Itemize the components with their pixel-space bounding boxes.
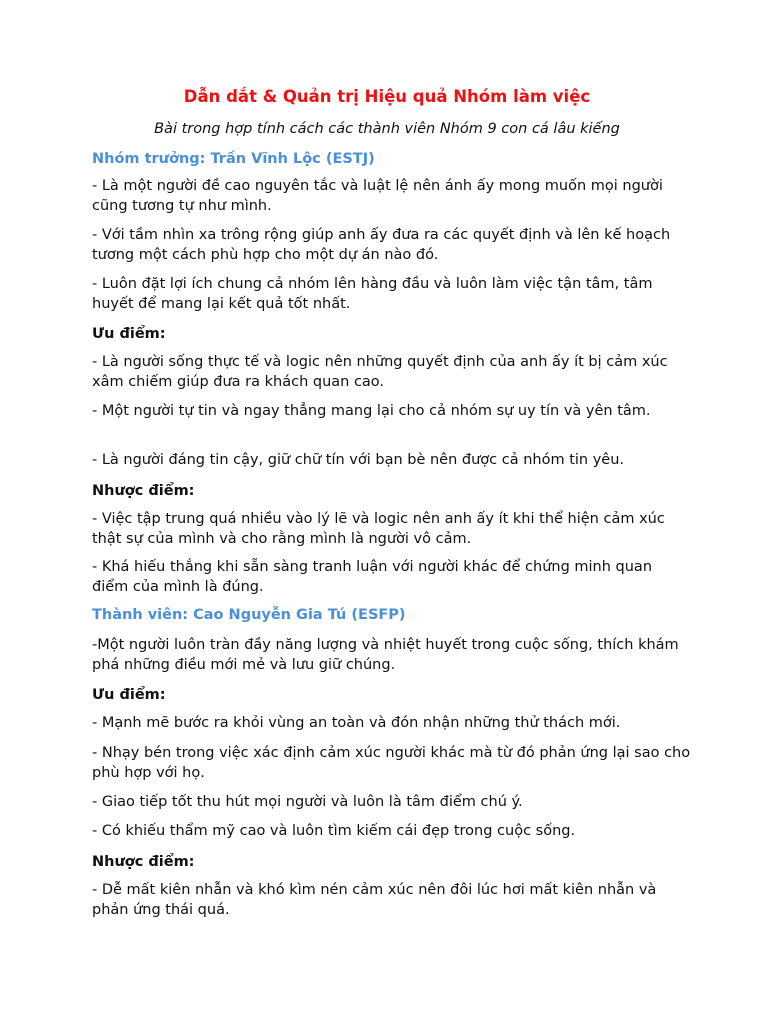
leader-con-1: - Việc tập trung quá nhiều vào lý lẽ và logic nên anh ấy ít khi thể hiện cảm xúc thật sự của mình và cho rằng mình là người vô cảm. [92, 511, 665, 547]
leader-intro-3: - Luôn đặt lợi ích chung cả nhóm lên hàng đầu và luôn làm việc tận tâm, tâm huyết để mang lại kết quả tốt nhất. [92, 276, 653, 312]
member-pros-heading: Ưu điểm: [92, 687, 166, 703]
leader-pro-2: - Một người tự tin và ngay thẳng mang lại cho cả nhóm sự uy tín và yên tâm. [92, 403, 651, 419]
member-intro-1: -Một người luôn tràn đầy năng lượng và nhiệt huyết trong cuộc sống, thích khám phá những điều mới mẻ và lưu giữ chúng. [92, 637, 679, 673]
member-pro-2: - Nhạy bén trong việc xác định cảm xúc người khác mà từ đó phản ứng lại sao cho phù hợp với họ. [92, 745, 691, 781]
leader-intro-2: - Với tầm nhìn xa trông rộng giúp anh ấy đưa ra các quyết định và lên kế hoạch tương một cách phù hợp cho một dự án nào đó. [92, 227, 671, 263]
member-heading: Thành viên: Cao Nguyễn Gia Tú (ESFP) [92, 607, 406, 623]
leader-pros-heading: Ưu điểm: [92, 326, 166, 342]
leader-intro-1: - Là một người đề cao nguyên tắc và luật lệ nên ánh ấy mong muốn mọi người cũng tương tự như mình. [92, 178, 663, 214]
member-pro-1: - Mạnh mẽ bước ra khỏi vùng an toàn và đón nhận những thử thách mới. [92, 715, 621, 731]
member-pro-3: - Giao tiếp tốt thu hút mọi người và luôn là tâm điểm chú ý. [92, 794, 523, 810]
member-con-1: - Dễ mất kiên nhẫn và khó kìm nén cảm xúc nên đôi lúc hơi mất kiên nhẫn và phản ứng thái quá. [92, 882, 657, 918]
leader-heading: Nhóm trưởng: Trần Vĩnh Lộc (ESTJ) [92, 151, 375, 167]
document-subtitle: Bài trong hợp tính cách các thành viên Nhóm 9 con cá lâu kiếng [154, 121, 620, 137]
leader-pro-3: - Là người đáng tin cậy, giữ chữ tín với bạn bè nên được cả nhóm tin yêu. [92, 452, 625, 468]
member-pro-4: - Có khiếu thẩm mỹ cao và luôn tìm kiếm cái đẹp trong cuộc sống. [92, 823, 576, 839]
member-cons-heading: Nhược điểm: [92, 854, 195, 870]
document-title: Dẫn dắt & Quản trị Hiệu quả Nhóm làm việc [183, 87, 591, 106]
leader-con-2: - Khá hiếu thắng khi sẵn sàng tranh luận với người khác để chứng minh quan điểm của mình là đúng. [92, 559, 653, 595]
leader-cons-heading: Nhược điểm: [92, 483, 195, 499]
leader-pro-1: - Là người sống thực tế và logic nên những quyết định của anh ấy ít bị cảm xúc xâm chiếm giúp đưa ra khách quan cao. [92, 354, 668, 390]
